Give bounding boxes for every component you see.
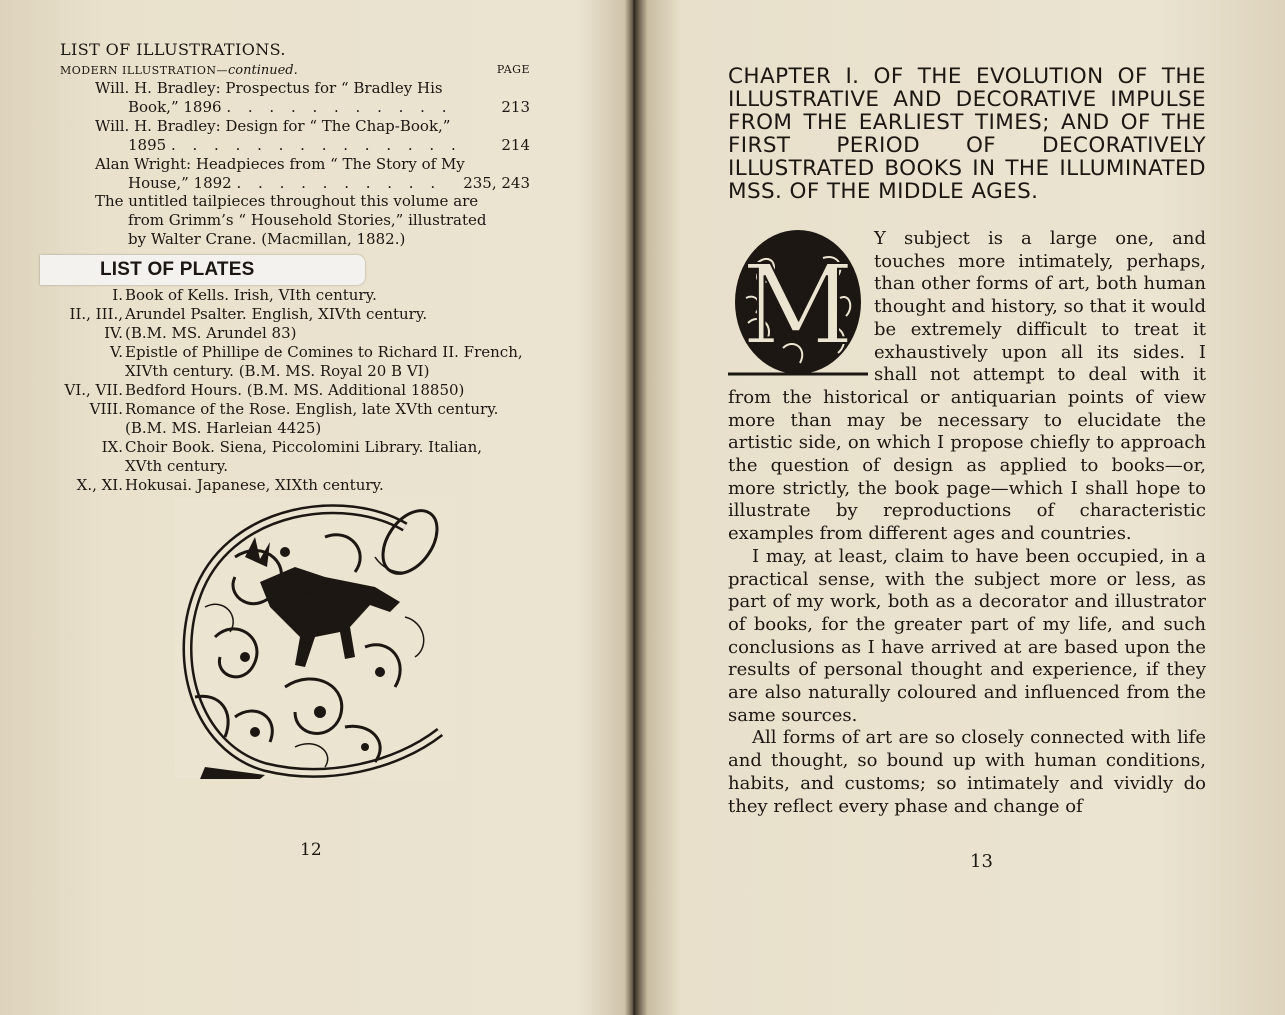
plate-item [55, 286, 530, 305]
entry-page: 214 [497, 136, 530, 155]
tailpiece-note [95, 192, 530, 249]
entry-line: Book,” 1896 [128, 98, 222, 116]
plate-text: Choir Book. Siena, Piccolomini Library. Italian, [125, 438, 483, 456]
note-line: from Grimm’s “ Household Stories,” illustrated [128, 211, 487, 229]
plate-number: VIII. [89, 400, 123, 418]
entry-line: Will. H. Bradley: Prospectus for “ Bradley His [95, 79, 443, 97]
entry-page: 235, 243 [459, 174, 530, 193]
plate-item [55, 343, 530, 381]
ornamental-initial-m-icon [728, 228, 868, 378]
section-continued: continued. [227, 63, 298, 78]
right-page [640, 0, 1285, 1015]
plate-number: V. [110, 343, 123, 361]
plate-text: Hokusai. Japanese, XIXth century. [125, 476, 384, 494]
entry-line: 1895 [128, 136, 167, 154]
left-page [0, 0, 630, 1015]
section-label: MODERN ILLUSTRATION— [60, 64, 228, 77]
entry-page: 213 [497, 98, 530, 117]
dropcap-letter: M [741, 241, 855, 369]
running-header: LIST OF ILLUSTRATIONS. [60, 40, 286, 59]
page-number: 13 [970, 851, 993, 872]
chapter-body [728, 228, 1206, 818]
plate-source: XVth century. [125, 457, 229, 475]
plates-heading-tab [40, 255, 365, 285]
plate-number: I. [112, 286, 123, 304]
plate-text: Bedford Hours. (B.M. MS. Additional 18850) [125, 381, 465, 399]
page-column-label: PAGE [496, 63, 530, 76]
plate-source: (B.M. MS. Arundel 83) [125, 324, 297, 342]
plates-title: LIST OF PLATES [100, 259, 255, 280]
initial-c-stag-woodcut-icon [175, 497, 457, 779]
paragraph: Y subject is a large one, and touches more intimately, perhaps, than other forms of art, both human thought and history, so that it would be extremely difficult to treat it exhaustively upon all its sides. I shall not attempt to deal with it from the historical or antiquarian points of view more than may be necessary to elucidate the artistic side, on which I propose chiefly to approach the question of design as applied to books—or, more strictly, the book page—which I shall hope to illustrate by reproductions of characteristic examples from different ages and countries. [728, 228, 1206, 545]
note-line: by Walter Crane. (Macmillan, 1882.) [128, 230, 406, 248]
plates-list [55, 286, 530, 495]
plate-item [55, 305, 530, 343]
plate-text: Book of Kells. Irish, VIth century. [125, 286, 377, 304]
paragraph: I may, at least, claim to have been occupied, in a practical sense, with the subject more or less, as part of my work, both as a decorator and illustrator of books, for the greater part of my life, and such conclusions as I have arrived at are based upon the results of personal thought and experience, if they are also naturally coloured and influenced from the same sources. [728, 545, 1206, 726]
plate-text: Arundel Psalter. English, XIVth century. [125, 305, 428, 323]
page-number: 12 [300, 840, 322, 860]
plate-item [55, 400, 530, 438]
section-heading [60, 63, 530, 78]
plate-source: (B.M. MS. Harleian 4425) [125, 419, 322, 437]
paragraph: All forms of art are so closely connected with life and thought, so bound up with human conditions, habits, and customs; so intimately and vividly do they reflect every phase and change of [728, 727, 1206, 817]
chapter-title: CHAPTER I. OF THE EVOLUTION OF THE ILLUSTRATIVE AND DECORATIVE IMPULSE FROM THE EARLIEST TIMES; AND OF THE FIRST PERIOD OF DECORATIVELY ILLUSTRATED BOOKS IN THE ILLUMINATED MSS. OF THE MIDDLE AGES. [728, 64, 1206, 204]
plate-item [55, 381, 530, 400]
illustration-entry: Will. H. Bradley: Prospectus for “ Bradley His Book,” 1896 . . . . . . . . . . . 213 [95, 79, 530, 116]
illustration-entry: Alan Wright: Headpieces from “ The Story of My House,” 1892 . . . . . . . . . . 235, 243 [95, 155, 530, 192]
plate-number: VI., VII. [64, 381, 123, 399]
entry-line: Will. H. Bradley: Design for “ The Chap-Book,” [95, 117, 451, 135]
note-line: The untitled tailpieces throughout this volume are [95, 192, 479, 210]
entry-line: Alan Wright: Headpieces from “ The Story of My [95, 155, 465, 173]
plate-text: Romance of the Rose. English, late XVth century. [125, 400, 499, 418]
plate-number: X., XI. [76, 476, 123, 494]
plate-number: II., III., IV. [69, 305, 123, 342]
plate-source: XIVth century. (B.M. MS. Royal 20 B VI) [125, 362, 430, 380]
plate-item [55, 476, 530, 495]
plate-item [55, 438, 530, 476]
illustration-entry: Will. H. Bradley: Design for “ The Chap-Book,” 1895 . . . . . . . . . . . . . . 214 [95, 117, 530, 154]
entry-line: House,” 1892 [128, 174, 232, 192]
plate-number: IX. [101, 438, 123, 456]
plate-text: Epistle of Phillipe de Comines to Richard II. French, [125, 343, 523, 361]
